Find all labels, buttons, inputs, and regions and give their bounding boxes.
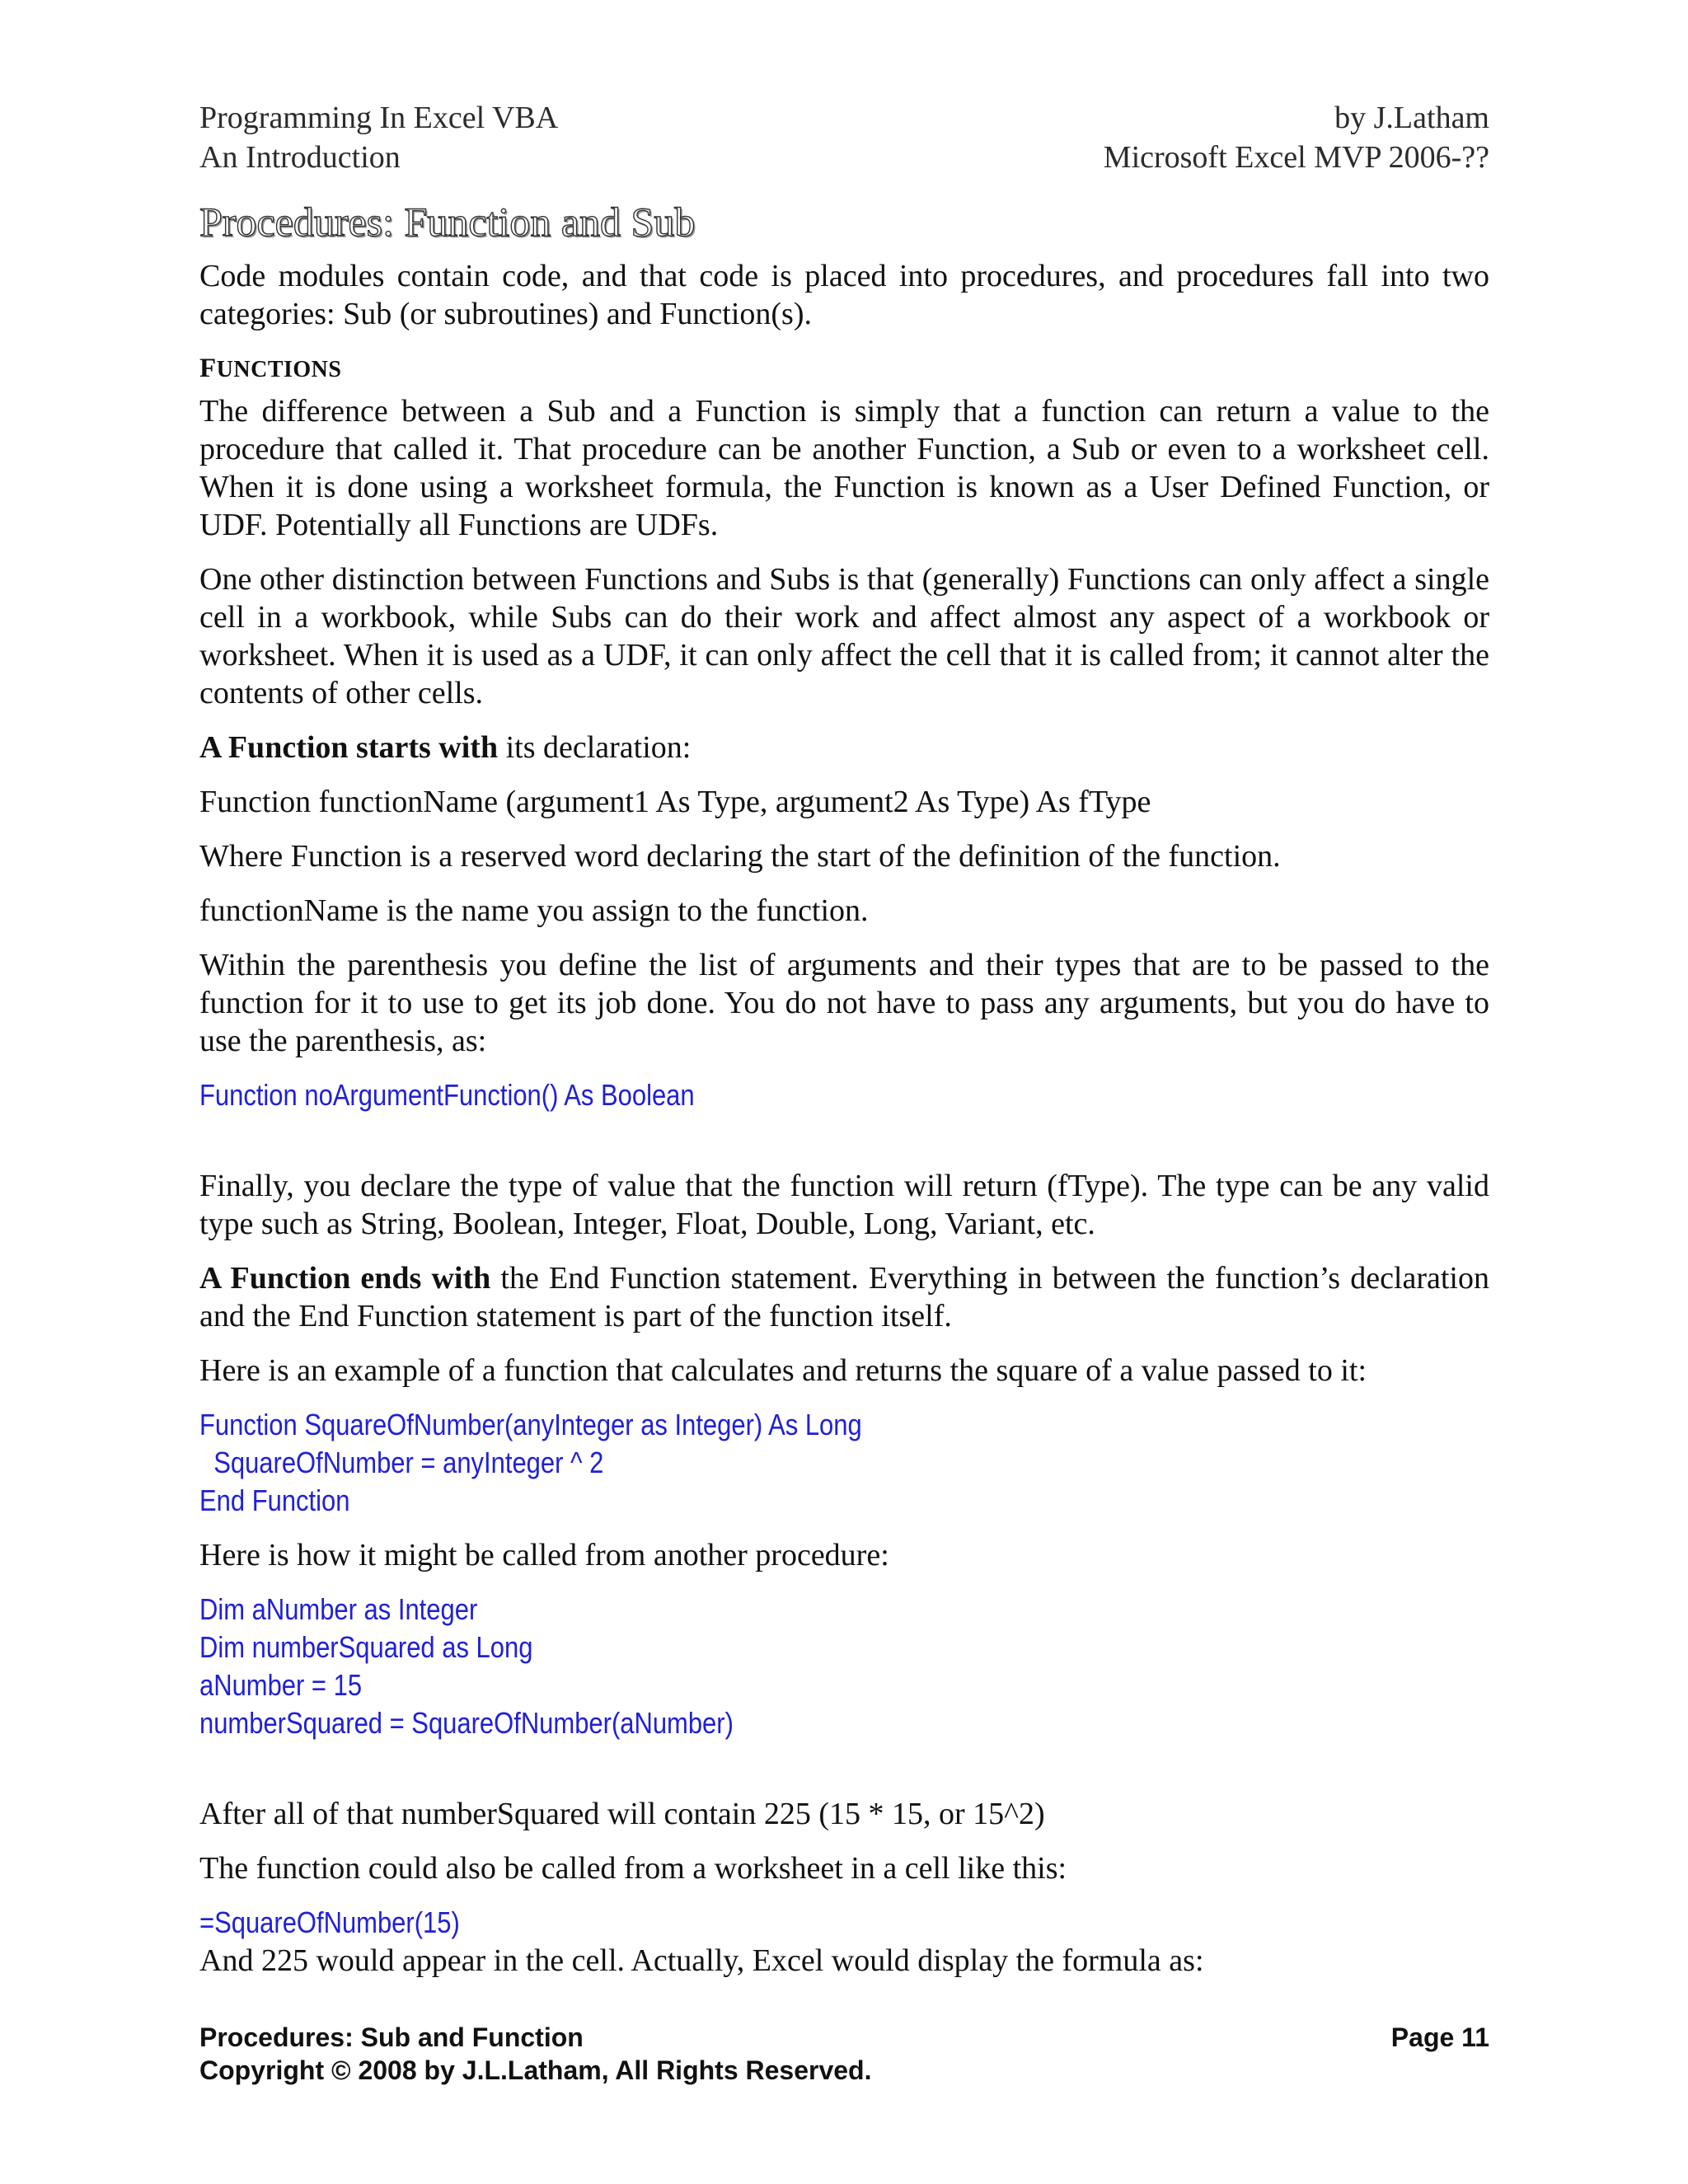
where-paragraph: Where Function is a reserved word declaring the start of the definition of the function.: [199, 839, 1281, 874]
page-number: Page 11: [1390, 2022, 1489, 2052]
worksheet-paragraph: The function could also be called from a worksheet in a cell like this:: [199, 1851, 1067, 1886]
after-paragraph: After all of that numberSquared will contain 225 (15 * 15, or 15^2): [199, 1797, 1045, 1831]
within-paragraph: Within the parenthesis you define the list of arguments and their types that are to be passed to the function for it to use to get its job done. You do not have to pass any arguments, but you do have to use the parenthesis, as:: [199, 948, 1489, 1058]
function-ends-rest: the End Function statement. Everything in between the function’s declaration and the End Function statement is part of the function itself.: [199, 1261, 1489, 1333]
function-ends-bold: A Function ends with: [199, 1261, 491, 1296]
code-line: numberSquared = SquareOfNumber(aNumber): [199, 1706, 734, 1740]
book-title: Programming In Excel VBA: [199, 101, 559, 135]
code-line: Function SquareOfNumber(anyInteger as Integer) As Long: [199, 1408, 862, 1441]
distinction-paragraph: One other distinction between Functions and Subs is that (generally) Functions can only affect a single cell in a workbook, while Subs can do their work and affect almost any aspect of a workbook or worksheet. When it is used as a UDF, it can only affect the cell that it is called from; it cannot alter the contents of other cells.: [199, 562, 1489, 710]
footer-line-1: [199, 2021, 1489, 2054]
code-formula: =SquareOfNumber(15): [199, 1905, 460, 1939]
author: by J.Latham: [1334, 101, 1489, 135]
book-subtitle: An Introduction: [199, 140, 401, 175]
code-line: SquareOfNumber = anyInteger ^ 2: [199, 1446, 604, 1479]
section-heading-functions: FUNCTIONS: [199, 354, 342, 383]
code-line: End Function: [199, 1483, 350, 1517]
finally-paragraph: Finally, you declare the type of value that the function will return (fType). The type can be any valid type such as String, Boolean, Integer, Float, Double, Long, Variant, etc.: [199, 1169, 1489, 1241]
example-paragraph: Here is an example of a function that calculates and returns the square of a value passed to it:: [199, 1353, 1367, 1388]
code-line: Dim aNumber as Integer: [199, 1592, 478, 1626]
function-starts-paragraph: [199, 729, 1489, 766]
footer-section: Procedures: Sub and Function: [199, 2022, 584, 2052]
declaration-line: Function functionName (argument1 As Type, argument2 As Type) As fType: [199, 785, 1151, 819]
difference-paragraph: The difference between a Sub and a Function is simply that a function can return a value to the procedure that called it. That procedure can be another Function, a Sub or even to a worksheet cell. When it is done using a worksheet formula, the Function is known as a User Defined Function, or UDF. Potentially all Functions are UDFs.: [199, 394, 1489, 542]
page-title: Procedures: Function and Sub: [199, 199, 696, 245]
function-starts-rest: its declaration:: [498, 730, 692, 765]
function-name-paragraph: functionName is the name you assign to the function.: [199, 893, 869, 928]
body-text: [199, 257, 1489, 1980]
function-ends-paragraph: [199, 1259, 1489, 1335]
called-paragraph: Here is how it might be called from another procedure:: [199, 1538, 889, 1572]
footer-copyright: Copyright © 2008 by J.L.Latham, All Rights Reserved.: [199, 2055, 872, 2085]
code-square-block: [199, 1406, 1489, 1520]
code-no-argument: Function noArgumentFunction() As Boolean: [199, 1078, 695, 1112]
appear-paragraph: And 225 would appear in the cell. Actually, Excel would display the formula as:: [199, 1943, 1204, 1978]
function-starts-bold: A Function starts with: [199, 730, 499, 765]
code-line: aNumber = 15: [199, 1668, 363, 1702]
code-call-block: [199, 1591, 1489, 1742]
code-line: Dim numberSquared as Long: [199, 1630, 533, 1664]
author-credential: Microsoft Excel MVP 2006-??: [1103, 140, 1489, 175]
intro-paragraph: Code modules contain code, and that code is placed into procedures, and procedures fall into two categories: Sub (or subroutines) and Function(s).: [199, 259, 1489, 331]
